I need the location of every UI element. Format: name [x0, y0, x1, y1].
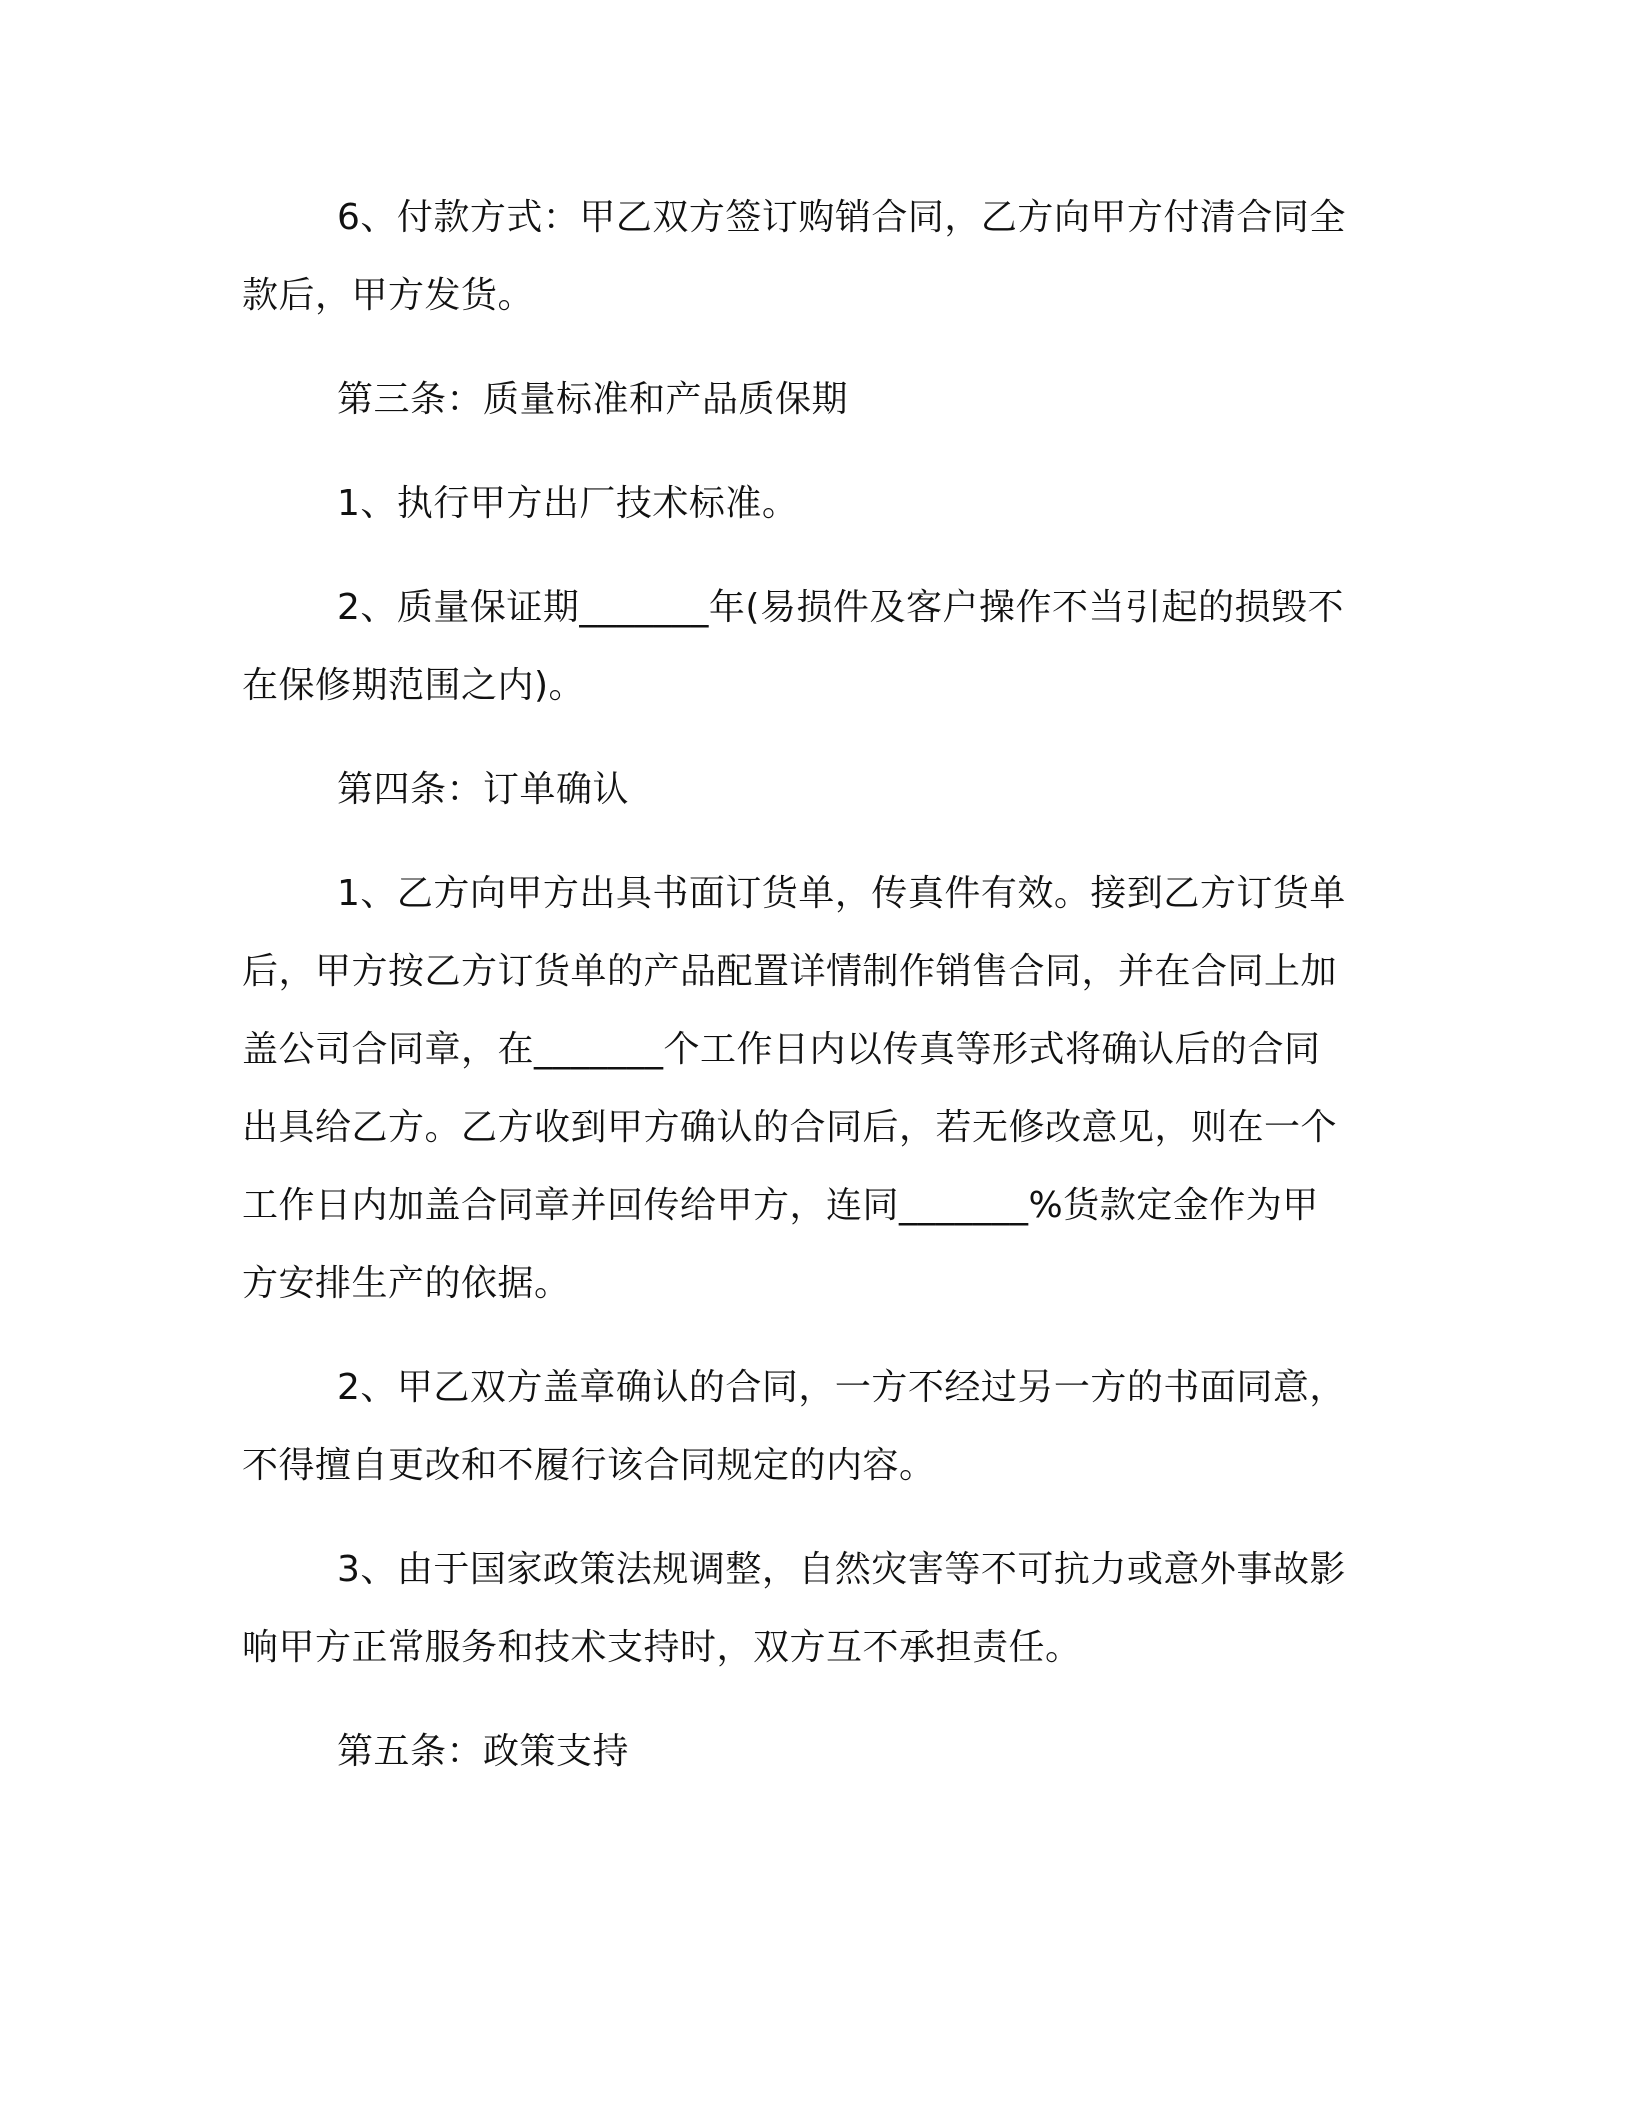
section-3-item-2-line-1: 2、质量保证期_______年(易损件及客户操作不当引起的损毁不: [337, 587, 1344, 628]
section-3-heading: 第三条：质量标准和产品质保期: [337, 379, 849, 420]
section-4-item-1-line-2: 后，甲方按乙方订货单的产品配置详情制作销售合同，并在合同上加: [242, 951, 1338, 992]
section-4-item-1-line-6: 方安排生产的依据。: [242, 1263, 571, 1304]
section-3-item-2-line-2: 在保修期范围之内)。: [242, 665, 586, 706]
section-4-item-1-line-4: 出具给乙方。乙方收到甲方确认的合同后，若无修改意见，则在一个: [242, 1107, 1338, 1148]
section-4-item-1-line-3: 盖公司合同章，在_______个工作日内以传真等形式将确认后的合同: [242, 1029, 1321, 1070]
section-4-item-1-line-5: 工作日内加盖合同章并回传给甲方，连同_______%货款定金作为甲: [242, 1185, 1319, 1226]
payment-clause-line-1: 6、付款方式：甲乙双方签订购销合同，乙方向甲方付清合同全: [337, 197, 1346, 238]
section-4-item-2-line-2: 不得擅自更改和不履行该合同规定的内容。: [242, 1445, 936, 1486]
section-4-item-3-line-2: 响甲方正常服务和技术支持时，双方互不承担责任。: [242, 1627, 1082, 1668]
section-4-heading: 第四条：订单确认: [337, 769, 630, 810]
section-3-item-1: 1、执行甲方出厂技术标准。: [337, 483, 799, 524]
section-4-item-3-line-1: 3、由于国家政策法规调整，自然灾害等不可抗力或意外事故影: [337, 1549, 1346, 1590]
section-4-item-2-line-1: 2、甲乙双方盖章确认的合同，一方不经过另一方的书面同意，: [337, 1367, 1346, 1408]
payment-clause-line-2: 款后，甲方发货。: [242, 275, 535, 316]
section-5-heading: 第五条：政策支持: [337, 1731, 630, 1772]
section-4-item-1-line-1: 1、乙方向甲方出具书面订货单，传真件有效。接到乙方订货单: [337, 873, 1346, 914]
